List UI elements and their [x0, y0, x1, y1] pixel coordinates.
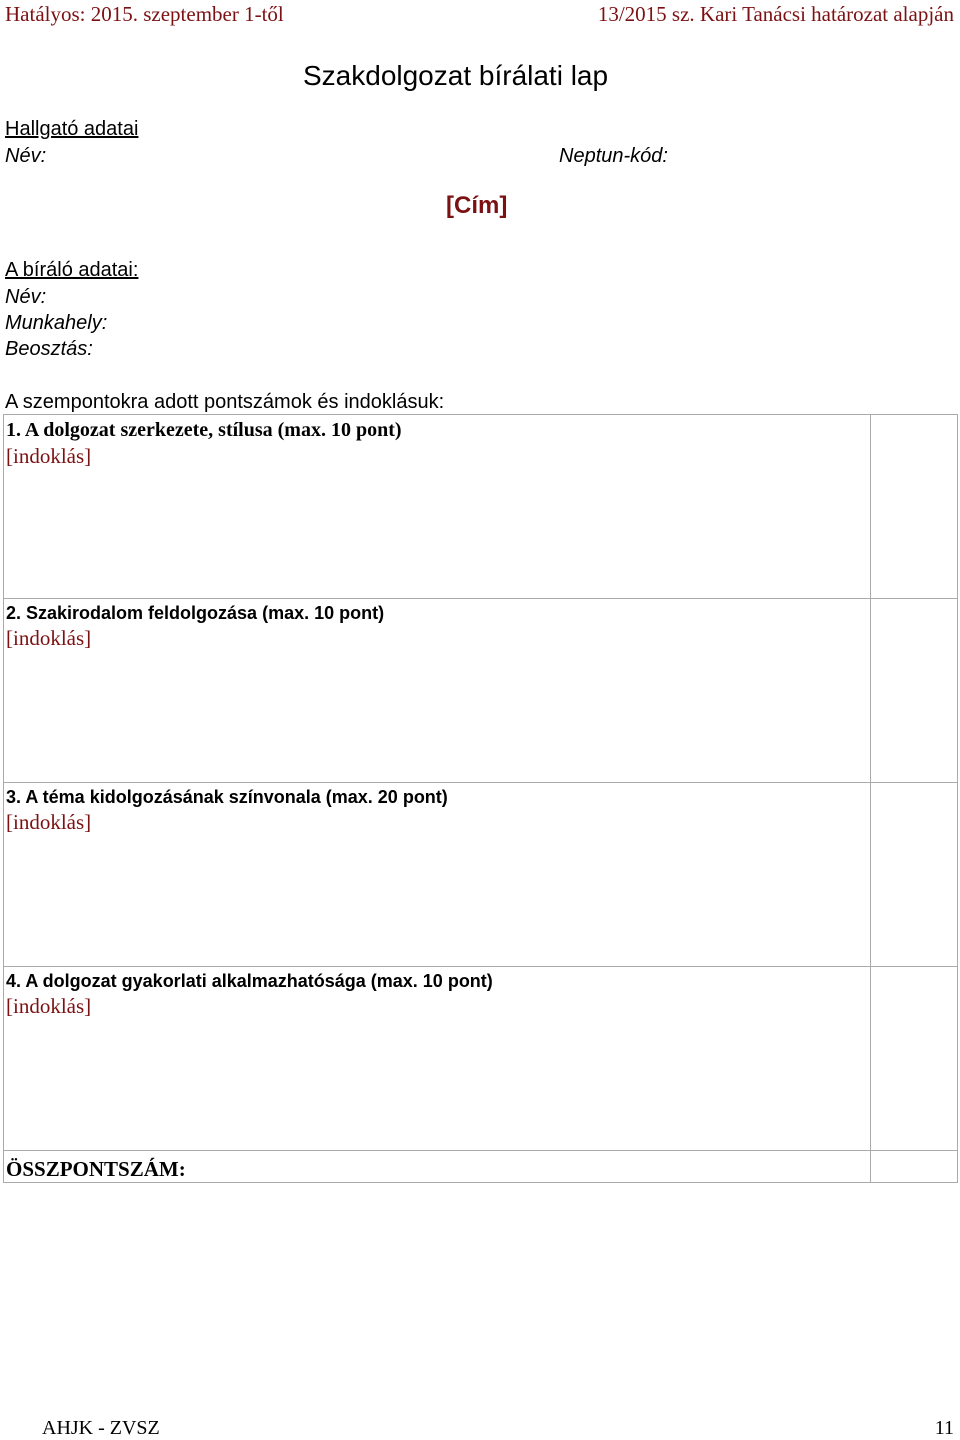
page-title: Szakdolgozat bírálati lap — [303, 60, 609, 91]
criterion-row-1 — [4, 415, 958, 599]
criterion-points-cell[interactable] — [871, 599, 958, 783]
student-section-title: Hallgató adatai — [5, 118, 139, 140]
header-effective-date: Hatályos: 2015. szeptember 1-től — [5, 2, 284, 26]
reviewer-name-label: Név: — [5, 286, 47, 308]
footer-code: AHJK - ZVSZ — [42, 1417, 160, 1439]
criteria-intro: A szempontokra adott pontszámok és indoklásuk: — [5, 391, 445, 413]
student-name-label: Név: — [5, 145, 47, 167]
criterion-description — [4, 599, 871, 783]
reviewer-workplace-label: Munkahely: — [5, 312, 108, 334]
total-points-cell[interactable] — [871, 1151, 958, 1183]
criterion-points-cell[interactable] — [871, 415, 958, 599]
justification-placeholder[interactable]: [indoklás] — [6, 810, 92, 834]
criterion-title: 1. A dolgozat szerkezete, stílusa (max. 10 pont) — [6, 419, 402, 441]
score-table — [3, 414, 958, 1183]
justification-placeholder[interactable]: [indoklás] — [6, 994, 92, 1018]
header-resolution: 13/2015 sz. Kari Tanácsi határozat alapján — [597, 2, 954, 26]
thesis-title-placeholder: [Cím] — [446, 192, 508, 219]
criterion-description — [4, 967, 871, 1151]
criterion-title: 4. A dolgozat gyakorlati alkalmazhatósága (max. 10 pont) — [6, 971, 493, 991]
page-number: 11 — [934, 1417, 954, 1439]
criterion-row-2 — [4, 599, 958, 783]
criterion-description — [4, 415, 871, 599]
criterion-title: 3. A téma kidolgozásának színvonala (max. 20 pont) — [6, 787, 448, 807]
reviewer-section-title: A bíráló adatai: — [5, 259, 139, 281]
criterion-points-cell[interactable] — [871, 967, 958, 1151]
criterion-title: 2. Szakirodalom feldolgozása (max. 10 pont) — [6, 603, 385, 623]
total-label: ÖSSZPONTSZÁM: — [6, 1157, 186, 1181]
justification-placeholder[interactable]: [indoklás] — [6, 444, 92, 468]
criterion-description — [4, 783, 871, 967]
total-row — [4, 1151, 958, 1183]
criterion-points-cell[interactable] — [871, 783, 958, 967]
criterion-row-3 — [4, 783, 958, 967]
neptun-code-label: Neptun-kód: — [559, 145, 668, 167]
reviewer-position-label: Beosztás: — [5, 338, 93, 360]
criterion-row-4 — [4, 967, 958, 1151]
justification-placeholder[interactable]: [indoklás] — [6, 626, 92, 650]
total-label-cell — [4, 1151, 871, 1183]
